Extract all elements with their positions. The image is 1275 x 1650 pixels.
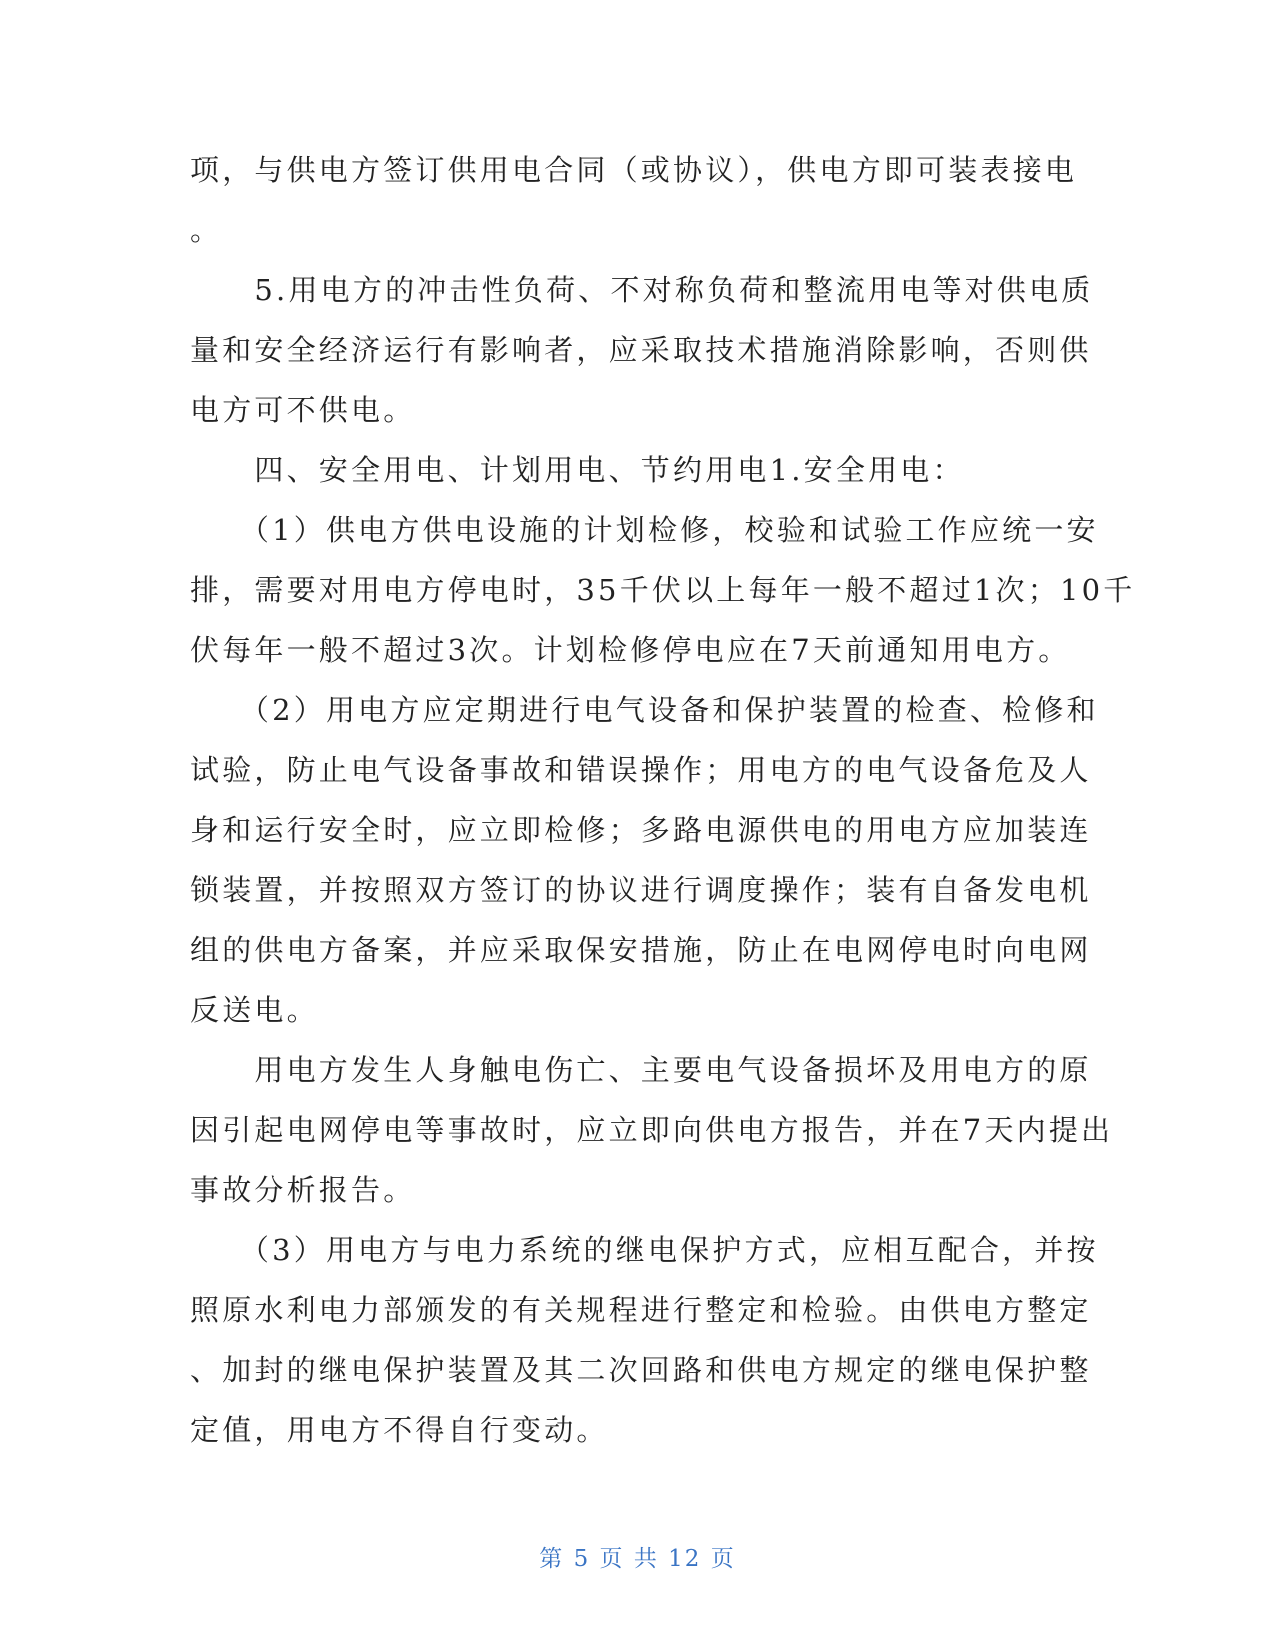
section-heading-line: 四、安全用电、计划用电、节约用电1.安全用电：	[190, 453, 965, 487]
page-number-footer: 第 5 页 共 12 页	[539, 1546, 736, 1572]
text-line: 排，需要对用电方停电时，35千伏以上每年一般不超过1次；10千	[190, 573, 1136, 607]
document-body	[190, 140, 1136, 1460]
text-line: 试验，防止电气设备事故和错误操作；用电方的电气设备危及人	[190, 753, 1092, 787]
text-line: 组的供电方备案，并应采取保安措施，防止在电网停电时向电网	[190, 933, 1092, 967]
text-line: 定值，用电方不得自行变动。	[190, 1413, 609, 1447]
text-line: 电方可不供电。	[190, 393, 416, 427]
text-line: 事故分析报告。	[190, 1173, 416, 1207]
text-line: 因引起电网停电等事故时，应立即向供电方报告，并在7天内提出	[190, 1113, 1114, 1147]
text-line: 、加封的继电保护装置及其二次回路和供电方规定的继电保护整	[190, 1353, 1092, 1387]
text-line: （3）用电方与电力系统的继电保护方式，应相互配合，并按	[190, 1233, 1099, 1267]
text-line: 项，与供电方签订供用电合同（或协议），供电方即可装表接电	[190, 153, 1078, 187]
text-line: 量和安全经济运行有影响者，应采取技术措施消除影响，否则供	[190, 333, 1092, 367]
text-line: 身和运行安全时，应立即检修；多路电源供电的用电方应加装连	[190, 813, 1092, 847]
text-line: （1）供电方供电设施的计划检修，校验和试验工作应统一安	[190, 513, 1099, 547]
text-line: 。	[190, 213, 223, 247]
text-line: 伏每年一般不超过3次。计划检修停电应在7天前通知用电方。	[190, 633, 1071, 667]
text-line: （2）用电方应定期进行电气设备和保护装置的检查、检修和	[190, 693, 1099, 727]
text-line: 用电方发生人身触电伤亡、主要电气设备损坏及用电方的原	[190, 1053, 1092, 1087]
text-line: 5.用电方的冲击性负荷、不对称负荷和整流用电等对供电质	[190, 273, 1094, 307]
text-line: 照原水利电力部颁发的有关规程进行整定和检验。由供电方整定	[190, 1293, 1092, 1327]
text-line: 锁装置，并按照双方签订的协议进行调度操作；装有自备发电机	[190, 873, 1092, 907]
text-line: 反送电。	[190, 993, 319, 1027]
